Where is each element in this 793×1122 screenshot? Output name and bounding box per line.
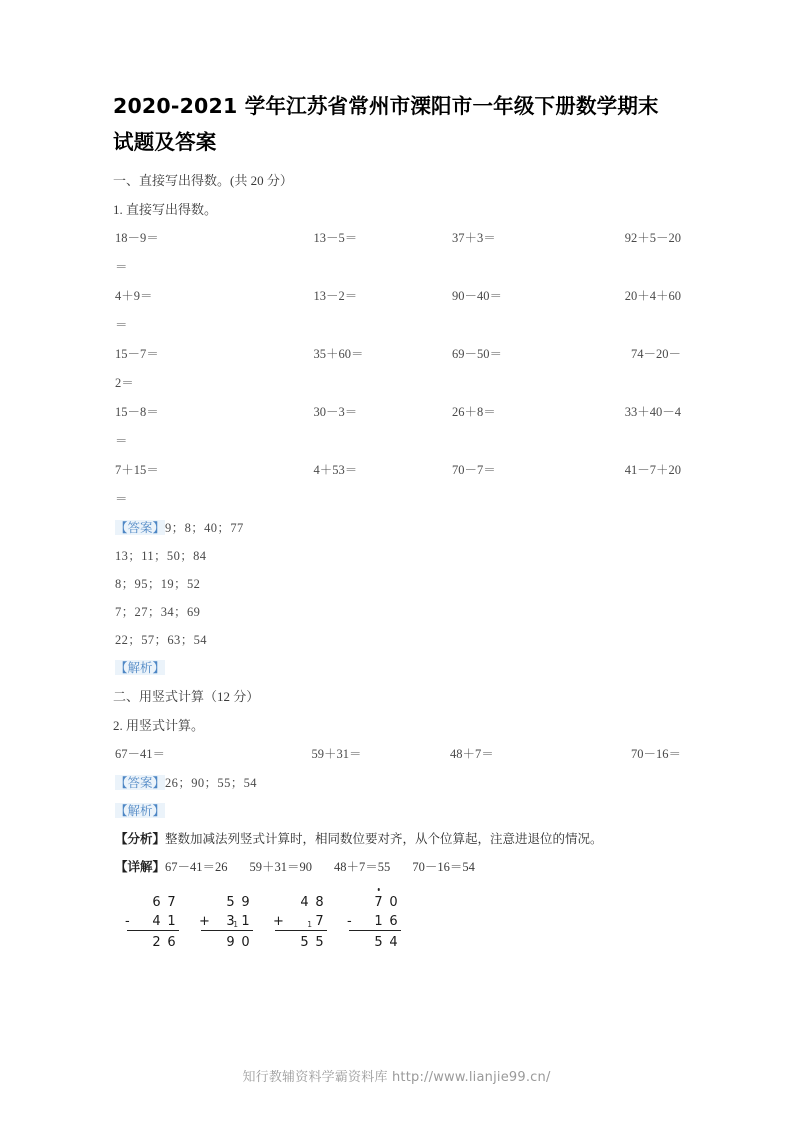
digit-tens: 5 [300,935,309,950]
carry-mark: 1 [307,919,312,929]
digit-tens: 5 [374,935,383,950]
calc-row [113,224,683,253]
carry-mark: 1 [233,919,238,929]
vertical-calc [275,891,327,950]
digit-ones: 7 [315,914,324,929]
digit-ones: 0 [389,895,398,910]
vertical-bottom-row [201,910,253,929]
vertical-result-row [201,931,253,950]
answer-text: 26；90；55；54 [165,776,257,790]
operator-symbol: - [347,914,352,929]
detail-paragraph [113,853,683,881]
answer-text: 22；57；63；54 [115,633,207,647]
digit-tens: 4 [152,914,161,929]
answer-tag: 【答案】 [115,520,166,535]
calc-wrap: ＝ [115,434,128,448]
calc-cell: 70－16＝ [630,747,681,761]
vertical-result-row [349,931,401,950]
vertical-bottom-row [349,910,401,929]
calc-cell: 20＋4＋60 [624,289,681,303]
calc-cell: 33＋40－4 [624,405,681,419]
digit-tens: 1 [374,914,383,929]
calc-cell: 15－7＝ [115,347,159,361]
digit-ones: 0 [241,935,250,950]
digit-ones: 4 [389,935,398,950]
calc-cell: 7＋15＝ [115,463,159,477]
calc-row [113,398,683,427]
section-one [113,166,683,682]
vertical-calculations [113,891,683,950]
question-stem: 2. 用竖式计算。 [113,718,205,733]
calc-cell: 92＋5－20 [624,231,681,245]
digit-ones: 8 [315,895,324,910]
calc-row [113,456,683,485]
document-content [113,88,683,950]
digit-tens: 9 [226,935,235,950]
answer-line [113,598,683,626]
digit-ones: 9 [241,895,250,910]
operator-symbol: - [125,914,130,929]
detail-expression: 59＋31＝90 [249,860,313,874]
answer-line [113,570,683,598]
calc-row [113,340,683,369]
vertical-calc [201,891,253,950]
analysis-line [113,797,683,825]
detail-expression: 48＋7＝55 [334,860,391,874]
operator-symbol: + [199,914,210,929]
vertical-top-row [127,891,179,910]
vertical-bottom-row [275,910,327,929]
calc-cell: 70－7＝ [452,463,496,477]
answer-line [113,514,683,542]
digit-ones: 6 [389,914,398,929]
calc-cell: 30－3＝ [313,405,358,419]
digit-ones: 1 [241,914,250,929]
analysis-label: 【分析】 [115,831,166,846]
calc-cell: 26＋8＝ [452,405,496,419]
digit-value: 7 [374,895,383,910]
digit-tens: 3 [226,914,235,929]
calc-wrap: ＝ [115,318,128,332]
digit-tens: 5 [226,895,235,910]
calc-cell: 48＋7＝ [450,747,494,761]
vertical-bottom-row [127,910,179,929]
answer-text: 7；27；34；69 [115,605,201,619]
answer-text: 9；8；40；77 [165,521,244,535]
vertical-top-row [201,891,253,910]
calc-row [113,740,683,769]
calc-cell: 4＋53＝ [313,463,358,477]
answer-tag: 【答案】 [115,775,166,790]
page-title: 2020-2021 学年江苏省常州市溧阳市一年级下册数学期末试题及答案 [113,94,659,154]
vertical-result-row [127,931,179,950]
footer-watermark: 知行教辅资料学霸资料库 http://www.lianjie99.cn/ [242,1070,551,1085]
vertical-result-row [275,931,327,950]
answer-line [113,626,683,654]
digit-ones: 1 [167,914,176,929]
analysis-paragraph [113,825,683,853]
answer-line [113,769,683,797]
vertical-calc [127,891,179,950]
section-heading: 一、直接写出得数。(共 20 分） [113,173,293,188]
calc-cell: 69－50＝ [452,347,503,361]
calc-wrap: 2＝ [115,376,134,390]
vertical-top-row [275,891,327,910]
question-stem: 1. 直接写出得数。 [113,202,218,217]
vertical-calc [349,891,401,950]
analysis-line [113,654,683,682]
calc-row [113,282,683,311]
detail-expression: 70－16＝54 [412,860,475,874]
answer-text: 13；11；50；84 [115,549,207,563]
calc-cell: 35＋60＝ [313,347,364,361]
calc-cell: 15－8＝ [115,405,159,419]
digit-ones: 7 [167,895,176,910]
borrow-dot-icon [377,888,380,891]
calc-wrap: ＝ [115,492,128,506]
answer-line [113,542,683,570]
calc-wrap: ＝ [115,260,128,274]
calc-cell: 90－40＝ [452,289,503,303]
analysis-tag: 【解析】 [115,660,166,675]
digit-tens [371,895,386,910]
calc-cell: 18－9＝ [115,231,159,245]
calc-cell: 41－7＋20 [624,463,681,477]
detail-label: 【详解】 [115,859,166,874]
calc-cell: 13－2＝ [313,289,358,303]
calc-cell: 74－20－ [630,347,681,361]
answer-text: 8；95；19；52 [115,577,201,591]
calc-cell: 4＋9＝ [115,289,153,303]
section-two [113,682,683,950]
digit-tens: 6 [152,895,161,910]
digit-ones: 5 [315,935,324,950]
calc-cell: 37＋3＝ [452,231,496,245]
analysis-tag: 【解析】 [115,803,166,818]
digit-tens: 2 [152,935,161,950]
digit-tens: 4 [300,895,309,910]
calc-cell: 13－5＝ [313,231,358,245]
calc-cell: 67－41＝ [115,747,166,761]
calc-cell: 59＋31＝ [311,747,362,761]
digit-ones: 6 [167,935,176,950]
detail-expression: 67－41＝26 [165,860,228,874]
analysis-text: 整数加减法列竖式计算时，相同数位要对齐，从个位算起，注意进退位的情况。 [165,832,603,846]
operator-symbol: + [273,914,284,929]
section-heading: 二、用竖式计算（12 分） [113,689,260,704]
vertical-top-row [349,891,401,910]
